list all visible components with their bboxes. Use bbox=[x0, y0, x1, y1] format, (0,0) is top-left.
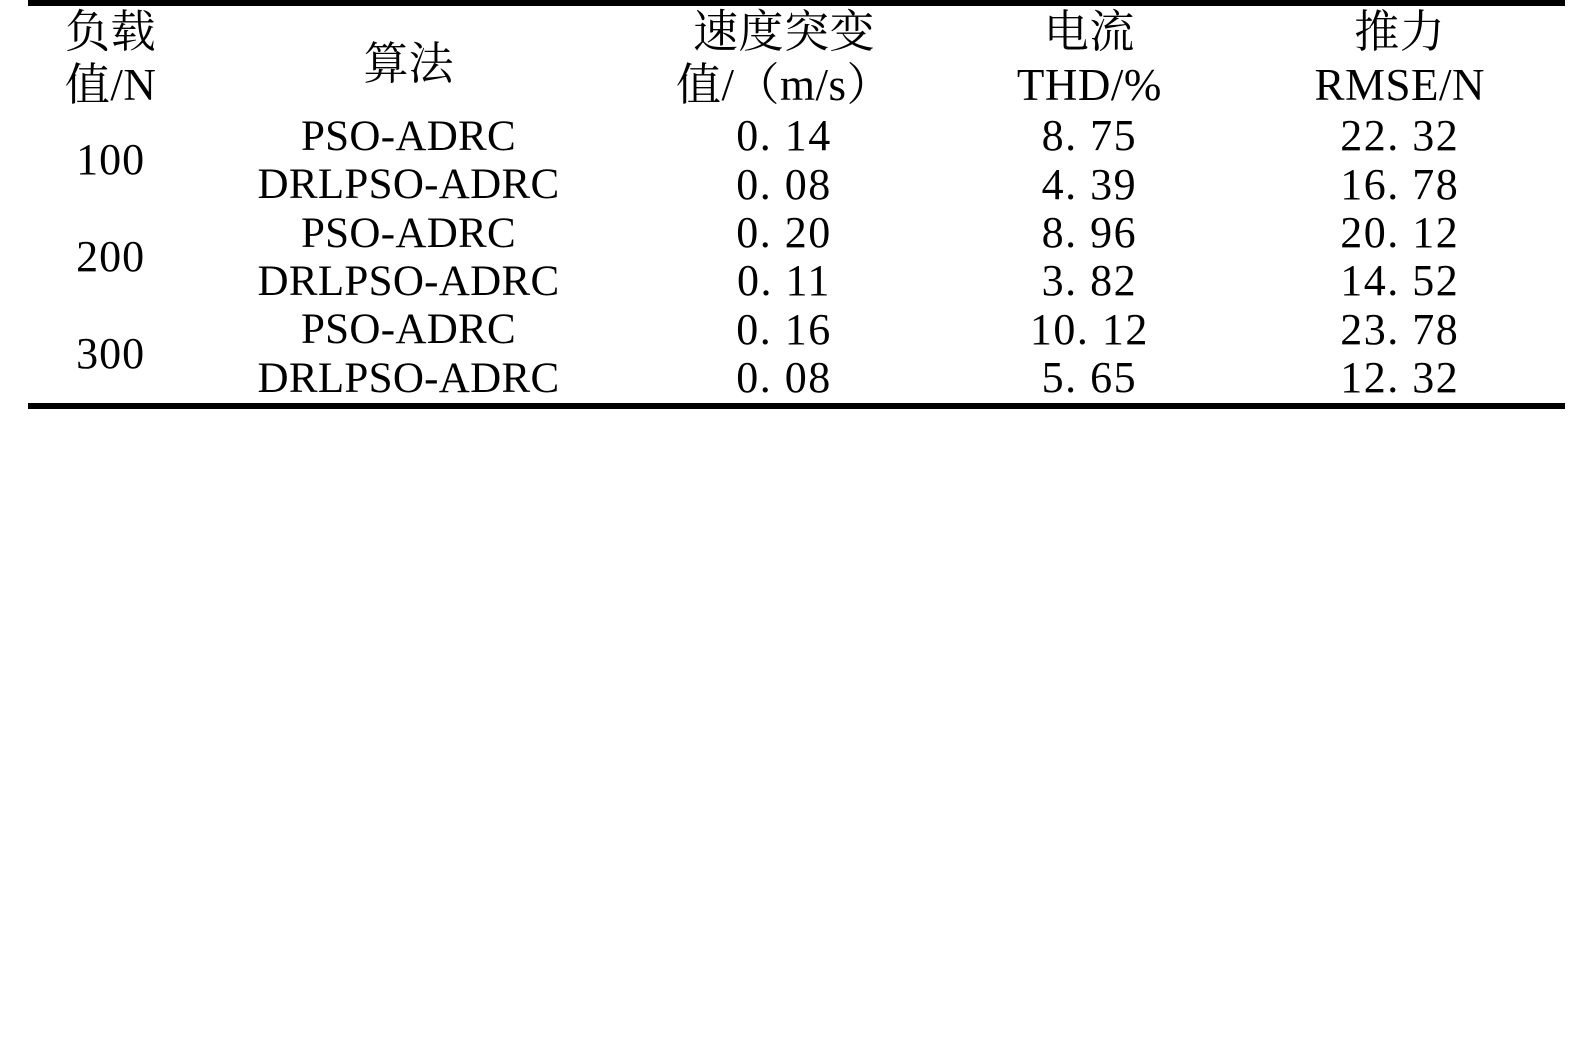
algorithm-cell: PSO-ADRC bbox=[300, 209, 517, 257]
load-value-cell: 200 bbox=[76, 232, 146, 282]
thrust-rmse-cell: 12. 32 bbox=[1340, 353, 1460, 403]
column-header-thrust-rmse-line2: RMSE/N bbox=[1314, 60, 1486, 111]
thrust-rmse-cell: 16. 78 bbox=[1340, 159, 1460, 209]
column-header-speed-step bbox=[624, 3, 944, 112]
current-thd-cell: 8. 75 bbox=[1041, 111, 1138, 161]
algorithm-cell: PSO-ADRC bbox=[300, 112, 517, 160]
load-value-cell: 300 bbox=[76, 328, 146, 378]
thrust-rmse-cell: 23. 78 bbox=[1340, 304, 1460, 354]
column-header-thrust-rmse-line1: 推力 bbox=[1354, 7, 1446, 57]
algorithm-cell: DRLPSO-ADRC bbox=[257, 354, 560, 402]
algorithm-cell: DRLPSO-ADRC bbox=[257, 161, 560, 209]
algorithm-cell: PSO-ADRC bbox=[300, 306, 517, 354]
speed-step-cell: 0. 08 bbox=[736, 353, 832, 403]
table-row bbox=[28, 257, 1565, 305]
column-header-current-thd bbox=[944, 3, 1234, 112]
table-row bbox=[28, 209, 1565, 257]
column-header-load-line2: 值/N bbox=[64, 60, 157, 111]
column-header-current-thd-line2: THD/% bbox=[1016, 60, 1162, 111]
speed-step-cell: 0. 16 bbox=[736, 304, 832, 354]
column-header-load-line1: 负载 bbox=[65, 7, 157, 57]
table-header bbox=[28, 3, 1565, 112]
column-header-algorithm bbox=[193, 3, 624, 112]
algorithm-cell: DRLPSO-ADRC bbox=[257, 257, 560, 305]
comparison-table bbox=[28, 0, 1565, 409]
current-thd-cell: 8. 96 bbox=[1041, 207, 1138, 257]
table-row bbox=[28, 306, 1565, 354]
table-row bbox=[28, 354, 1565, 405]
current-thd-cell: 5. 65 bbox=[1041, 353, 1138, 403]
current-thd-cell: 10. 12 bbox=[1029, 304, 1149, 354]
table-row bbox=[28, 112, 1565, 160]
speed-step-cell: 0. 11 bbox=[737, 256, 831, 306]
speed-step-cell: 0. 08 bbox=[736, 159, 832, 209]
speed-step-cell: 0. 20 bbox=[736, 207, 832, 257]
column-header-thrust-rmse bbox=[1235, 3, 1565, 112]
speed-step-cell: 0. 14 bbox=[736, 111, 832, 161]
thrust-rmse-cell: 14. 52 bbox=[1340, 256, 1460, 306]
current-thd-cell: 4. 39 bbox=[1041, 159, 1138, 209]
table-body bbox=[28, 112, 1565, 405]
column-header-current-thd-line1: 电流 bbox=[1043, 7, 1135, 57]
current-thd-cell: 3. 82 bbox=[1041, 256, 1138, 306]
thrust-rmse-cell: 20. 12 bbox=[1340, 207, 1460, 257]
column-header-speed-step-line1: 速度突变 bbox=[692, 7, 875, 57]
load-value-cell: 100 bbox=[76, 135, 146, 185]
thrust-rmse-cell: 22. 32 bbox=[1340, 111, 1460, 161]
column-header-speed-step-line2: 值/（m/s） bbox=[675, 60, 892, 111]
column-header-load bbox=[28, 3, 193, 112]
column-header-algorithm-line1: 算法 bbox=[363, 38, 454, 89]
table-header-row bbox=[28, 3, 1565, 112]
table-row bbox=[28, 161, 1565, 209]
